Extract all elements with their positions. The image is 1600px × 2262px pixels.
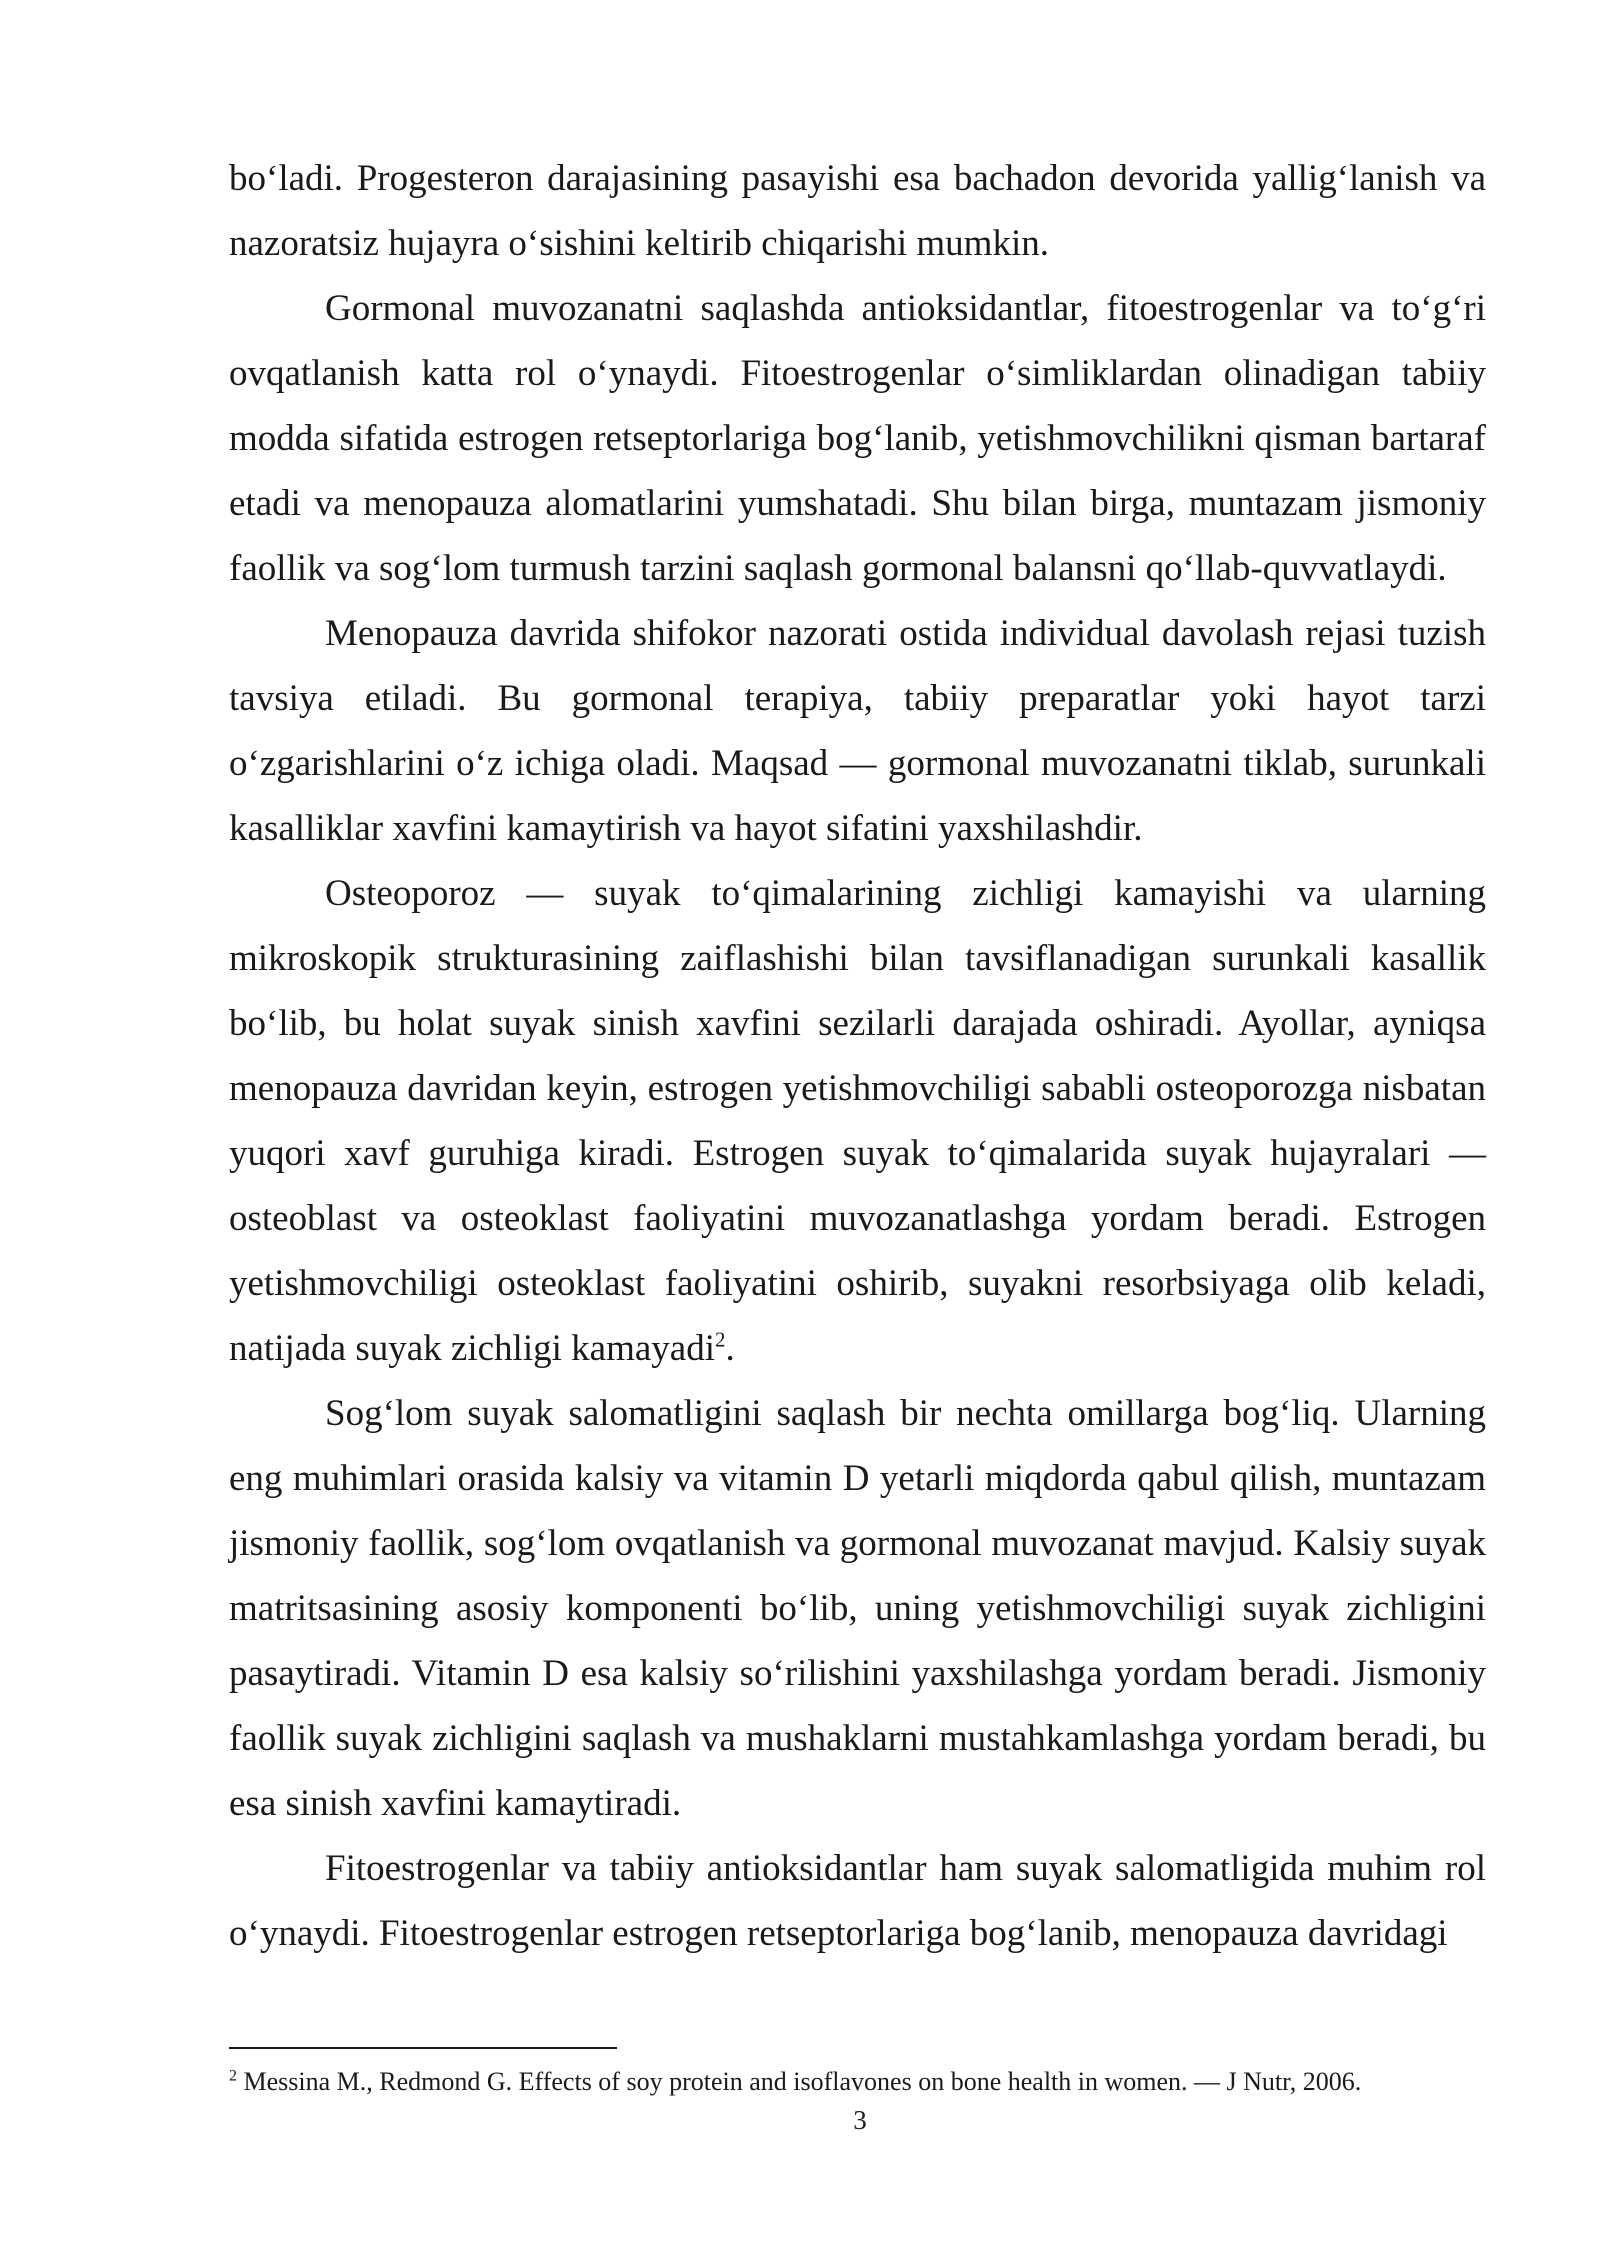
paragraph-text: Sog‘lom suyak salomatligini saqlash bir nechta omillarga bog‘liq. Ularning eng muhimlari orasida kalsiy va vitamin D yetarli miqdorda qabul qilish, muntazam jismoniy faollik, sog‘lom ovqatlanish va gormonal muvozanat mavjud. Kalsiy suyak matritsasining asosiy komponenti bo‘lib, uning yetishmovchiligi suyak zichligini pasaytiradi. Vitamin D esa kalsiy so‘rilishini yaxshilashga yordam beradi. Jismoniy faollik suyak zichligini saqlash va mushaklarni mustahkamlashga yordam beradi, bu esa sinish xavfini kamaytiradi. <box>229 1393 1486 1824</box>
footnote-separator <box>229 2047 617 2049</box>
paragraph-text: Osteoporoz — suyak to‘qimalarining zichligi kamayishi va ularning mikroskopik strukturasining zaiflashishi bilan tavsiflanadigan surunkali kasallik bo‘lib, bu holat suyak sinish xavfini sezilarli darajada oshiradi. Ayollar, ayniqsa menopauza davridan keyin, estrogen yetishmovchiligi sababli osteoporozga nisbatan yuqori xavf guruhiga kiradi. Estrogen suyak to‘qimalarida suyak hujayralari — osteoblast va osteoklast faoliyatini muvozanatlashga yordam beradi. Estrogen yetishmovchiligi osteoklast faoliyatini oshirib, suyakni resorbsiyaga olib keladi, natijada suyak zichligi kamayadi <box>229 873 1486 1369</box>
paragraph-text: Fitoestrogenlar va tabiiy antioksidantlar ham suyak salomatligida muhim rol o‘ynaydi. Fitoestrogenlar estrogen retseptorlariga bog‘lanib, menopauza davridagi <box>229 1848 1486 1954</box>
body-text <box>229 146 1486 1966</box>
paragraph-text: Gormonal muvozanatni saqlashda antioksidantlar, fitoestrogenlar va to‘g‘ri ovqatlanish katta rol o‘ynaydi. Fitoestrogenlar o‘simliklardan olinadigan tabiiy modda sifatida estrogen retseptorlariga bog‘lanib, yetishmovchilikni qisman bartaraf etadi va menopauza alomatlarini yumshatadi. Shu bilan birga, muntazam jismoniy faollik va sog‘lom turmush tarzini saqlash gormonal balansni qo‘llab-quvvatlaydi. <box>229 288 1486 589</box>
paragraph-text: Menopauza davrida shifokor nazorati ostida individual davolash rejasi tuzish tavsiya etiladi. Bu gormonal terapiya, tabiiy preparatlar yoki hayot tarzi o‘zgarishlarini o‘z ichiga oladi. Maqsad — gormonal muvozanatni tiklab, surunkali kasalliklar xavfini kamaytirish va hayot sifatini yaxshilashdir. <box>229 613 1486 849</box>
paragraph-osteoporosis <box>229 861 1486 1381</box>
footnote-text: Messina M., Redmond G. Effects of soy protein and isoflavones on bone health in women. — J Nutr, 2006. <box>237 2067 1362 2096</box>
footnote-reference[interactable]: 2 <box>714 1327 726 1352</box>
paragraph-tail: . <box>725 1328 735 1369</box>
footnote-number: 2 <box>229 2067 237 2085</box>
paragraph-text: bo‘ladi. Progesteron darajasining pasayishi esa bachadon devorida yallig‘lanish va nazoratsiz hujayra o‘sishini keltirib chiqarishi mumkin. <box>229 158 1486 264</box>
footnote <box>229 2064 1529 2100</box>
paragraph-bone-health <box>229 1381 1486 1836</box>
paragraph-menopause-treatment <box>229 601 1486 861</box>
paragraph-phytoestrogens <box>229 1836 1486 1966</box>
page-number: 3 <box>853 2105 867 2135</box>
paragraph-hormonal-balance <box>229 276 1486 601</box>
paragraph-continuation <box>229 146 1486 276</box>
